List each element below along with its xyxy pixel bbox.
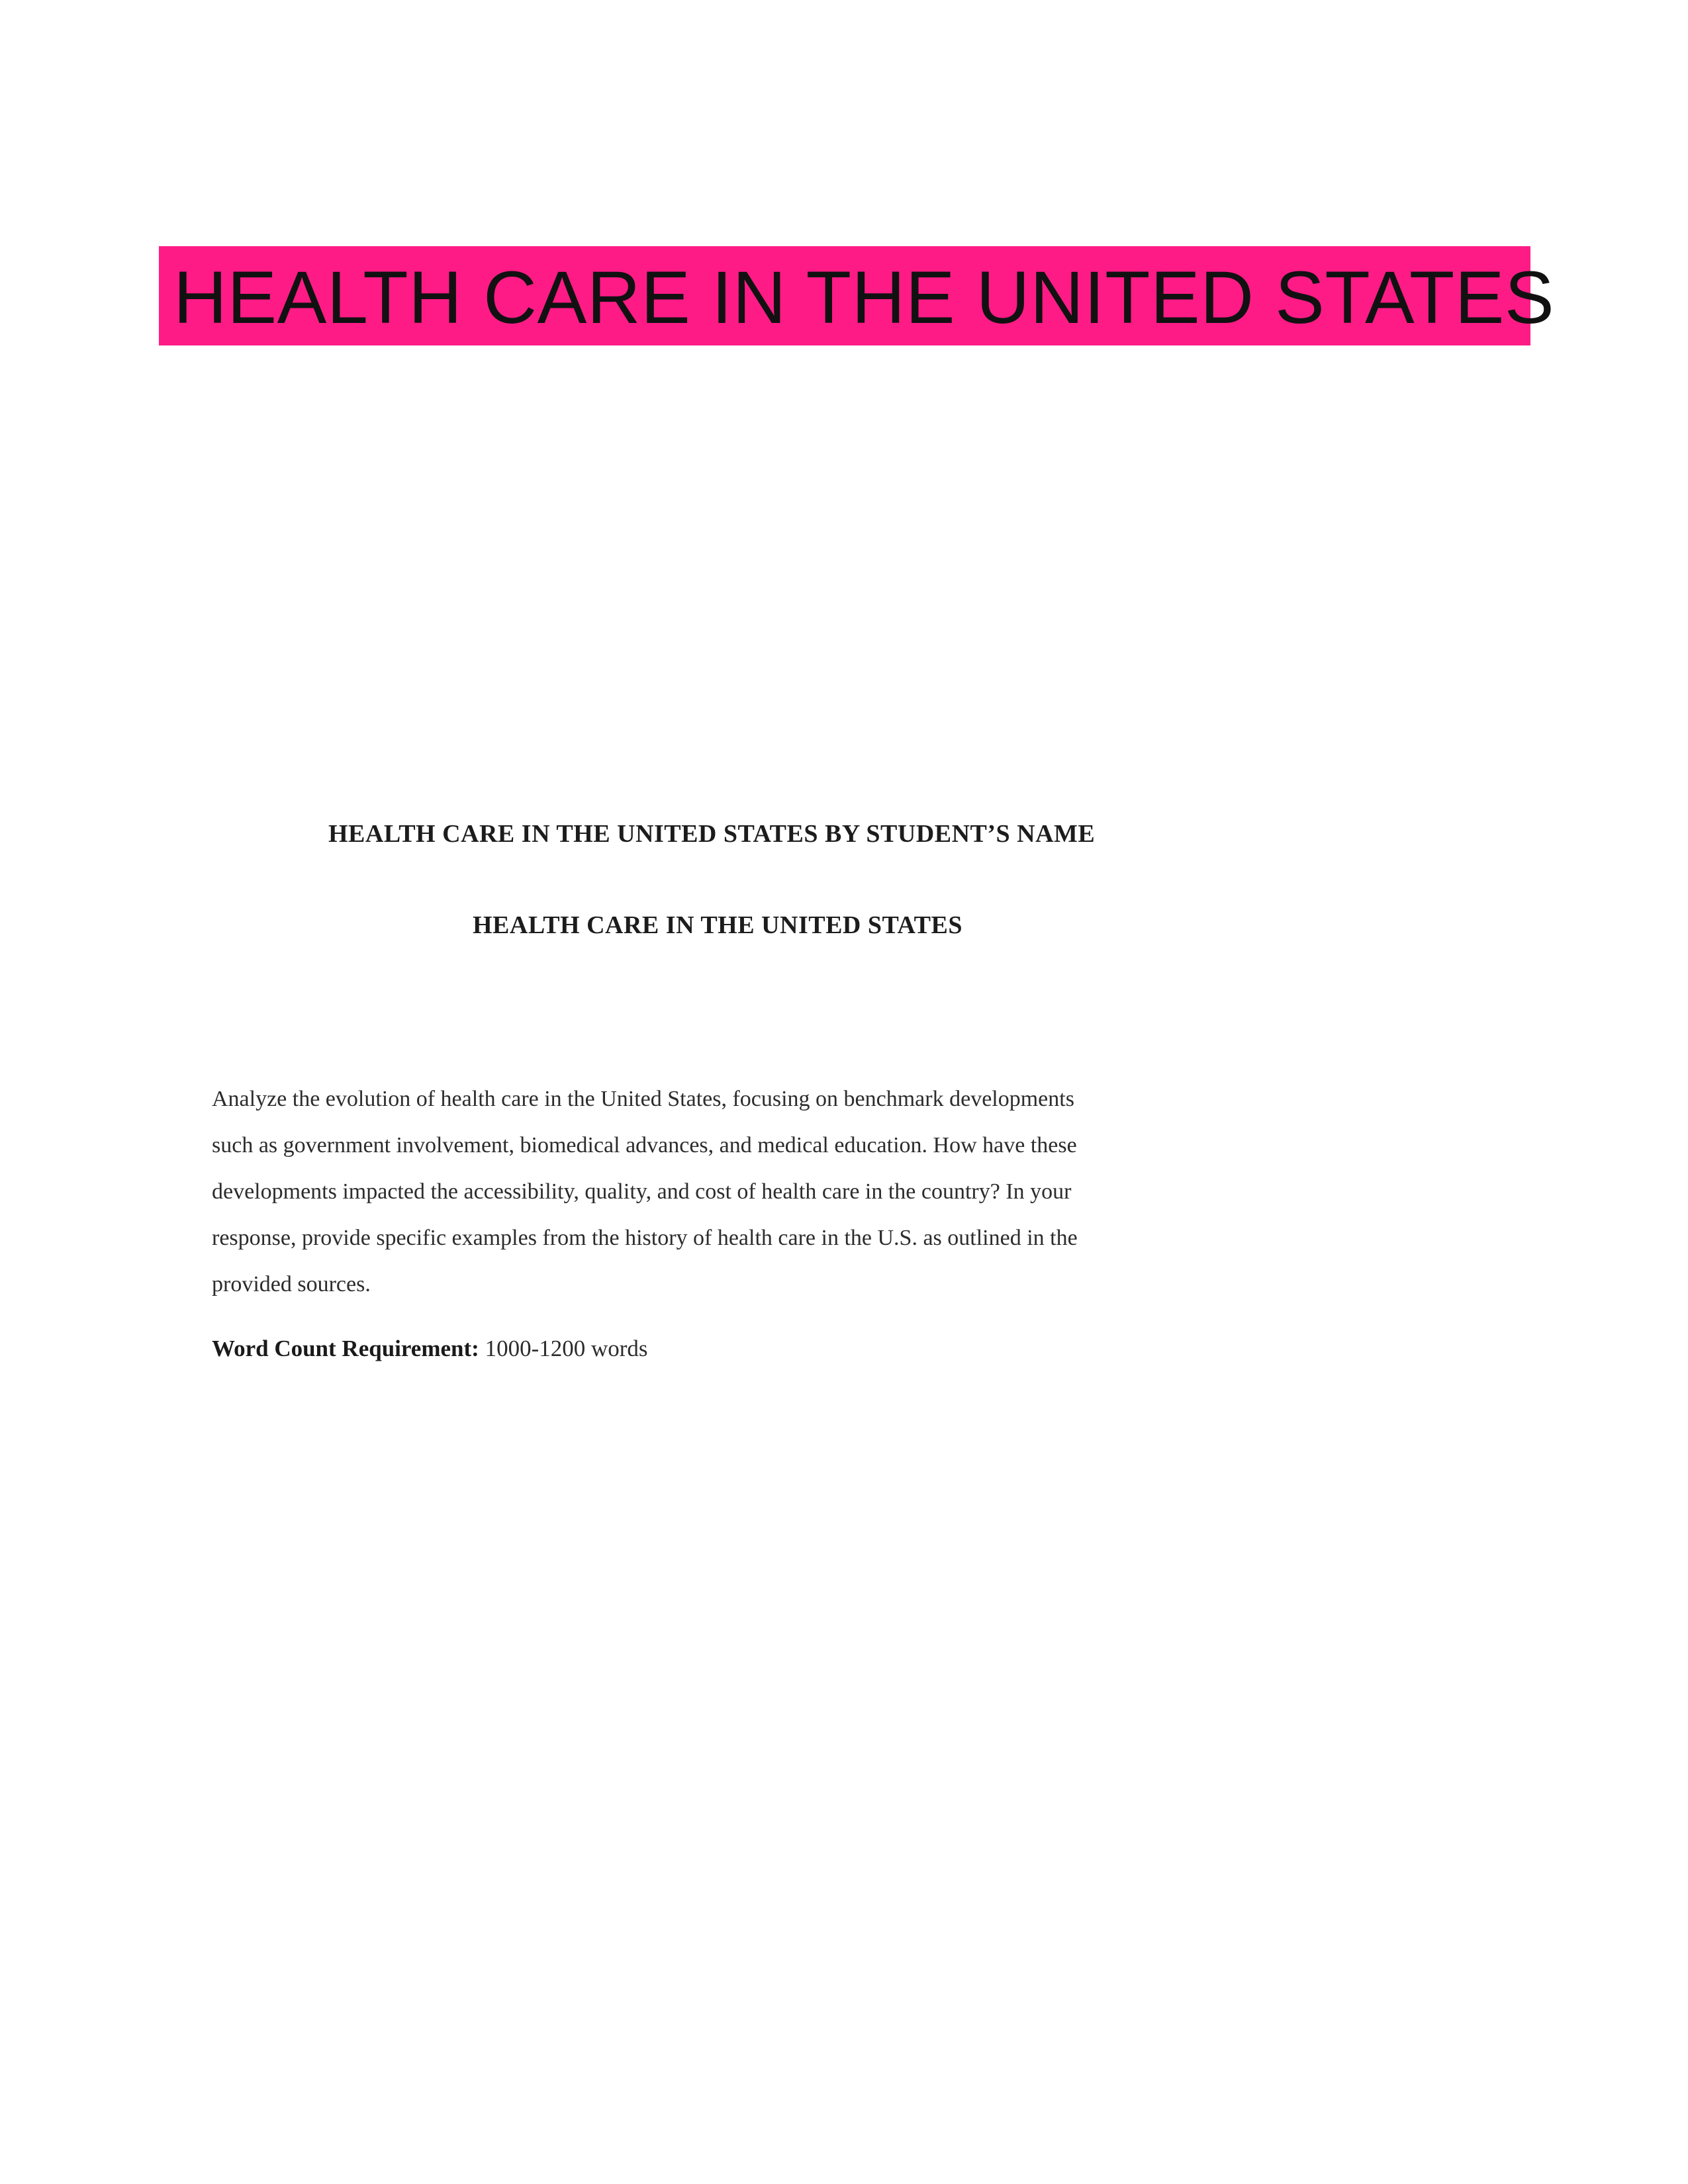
assignment-prompt	[212, 1076, 1078, 1308]
document-heading: HEALTH CARE IN THE UNITED STATES BY STUDENT’S NAME	[328, 820, 1096, 848]
word-count-requirement	[212, 1336, 648, 1362]
word-count-label: Word Count Requirement:	[212, 1336, 485, 1361]
prompt-line: response, provide specific examples from the history of health care in the U.S. as outlined in the	[212, 1226, 1078, 1250]
prompt-line: provided sources.	[212, 1272, 371, 1297]
prompt-line: such as government involvement, biomedical advances, and medical education. How have these	[212, 1133, 1077, 1158]
document-subheading: HEALTH CARE IN THE UNITED STATES	[473, 911, 962, 939]
prompt-line: Analyze the evolution of health care in the United States, focusing on benchmark developments	[212, 1087, 1074, 1111]
title-banner	[159, 246, 1555, 345]
banner-title: HEALTH CARE IN THE UNITED STATES	[173, 256, 1555, 339]
word-count-value: 1000-1200 words	[485, 1336, 648, 1361]
prompt-line: developments impacted the accessibility, quality, and cost of health care in the country? In your	[212, 1179, 1072, 1204]
